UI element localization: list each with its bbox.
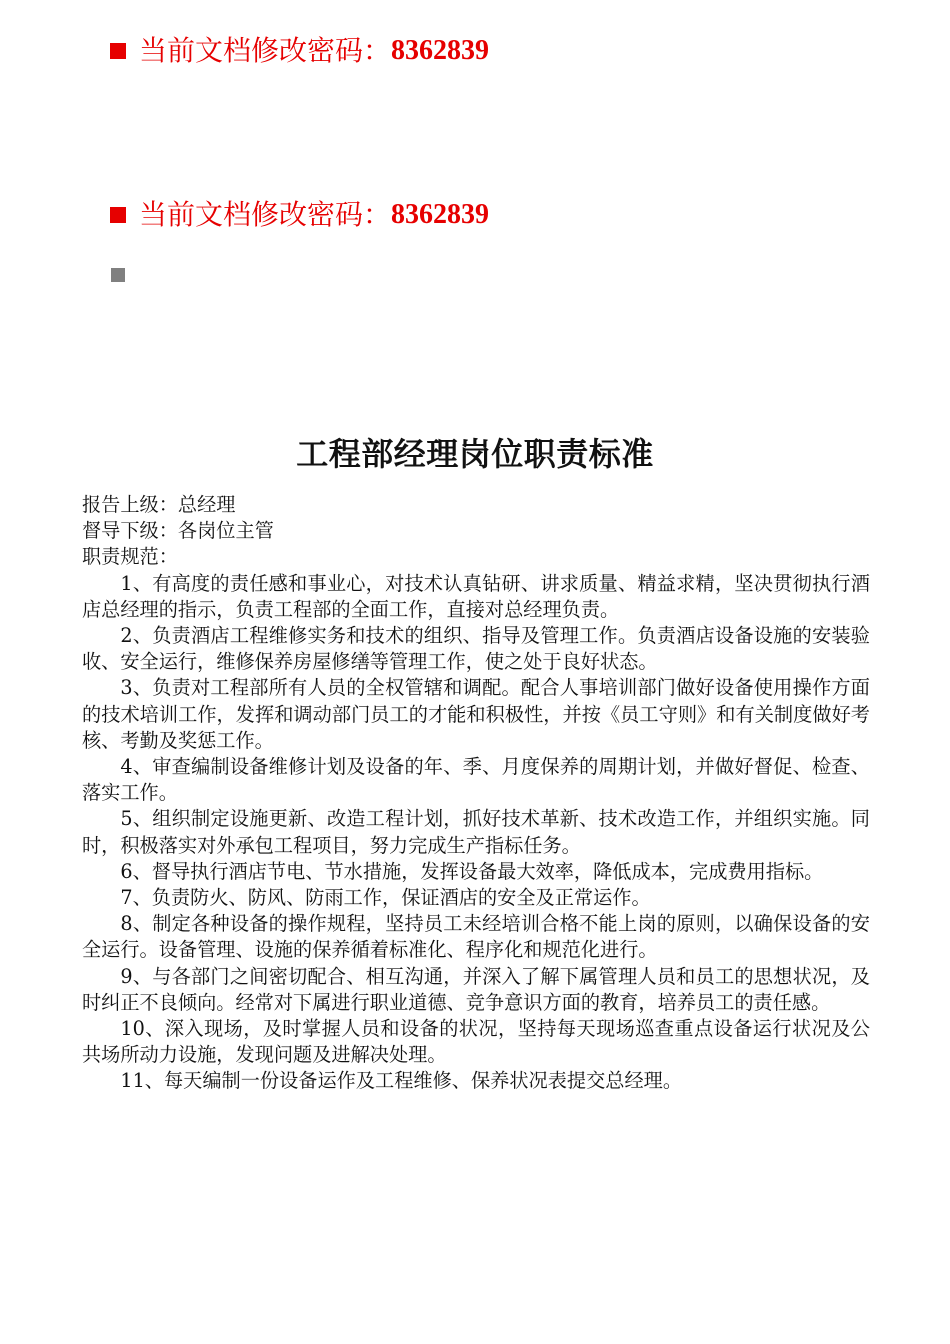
duty-item: 4、审查编制设备维修计划及设备的年、季、月度保养的周期计划，并做好督促、检查、落实工作。 — [82, 755, 870, 805]
password-notice-1 — [110, 34, 489, 68]
duty-item: 8、制定各种设备的操作规程，坚持员工未经培训合格不能上岗的原则，以确保设备的安全运行。设备管理、设施的保养循着标准化、程序化和规范化进行。 — [82, 912, 870, 962]
duties-list — [82, 571, 870, 1095]
duties-heading: 职责规范： — [82, 545, 178, 569]
duty-item: 11、每天编制一份设备运作及工程维修、保养状况表提交总经理。 — [120, 1069, 683, 1093]
duty-item: 6、督导执行酒店节电、节水措施，发挥设备最大效率，降低成本，完成费用指标。 — [120, 859, 824, 883]
duty-item: 7、负责防火、防风、防雨工作，保证酒店的安全及正常运作。 — [120, 886, 651, 910]
report-to-line: 报告上级：总经理 — [82, 493, 236, 516]
red-square-bullet-icon — [110, 207, 126, 223]
duty-item: 1、有高度的责任感和事业心，对技术认真钻研、讲求质量、精益求精，坚决贯彻执行酒店总经理的指示，负责工程部的全面工作，直接对总经理负责。 — [82, 571, 870, 621]
grey-square-bullet-icon — [111, 268, 125, 282]
password-code: 8362839 — [391, 35, 490, 66]
duty-item: 9、与各部门之间密切配合、相互沟通，并深入了解下属管理人员和员工的思想状况，及时纠正不良倾向。经常对下属进行职业道德、竞争意识方面的教育，培养员工的责任感。 — [82, 964, 870, 1014]
document-title: 工程部经理岗位职责标准 — [296, 435, 654, 473]
password-notice-label: 当前文档修改密码： — [139, 198, 392, 231]
supervise-line: 督导下级：各岗位主管 — [82, 519, 274, 543]
password-code: 8362839 — [391, 199, 490, 230]
duty-item: 10、深入现场，及时掌握人员和设备的状况，坚持每天现场巡查重点设备运行状况及公共场所动力设施，发现问题及进解决处理。 — [82, 1017, 870, 1067]
duty-item: 2、负责酒店工程维修实务和技术的组织、指导及管理工作。负责酒店设备设施的安装验收、安全运行，维修保养房屋修缮等管理工作，使之处于良好状态。 — [82, 624, 870, 674]
duty-item: 5、组织制定设施更新、改造工程计划，抓好技术革新、技术改造工作，并组织实施。同时，积极落实对外承包工程项目，努力完成生产指标任务。 — [82, 807, 870, 857]
red-square-bullet-icon — [110, 43, 126, 59]
duty-item: 3、负责对工程部所有人员的全权管辖和调配。配合人事培训部门做好设备使用操作方面的技术培训工作，发挥和调动部门员工的才能和积极性，并按《员工守则》和有关制度做好考核、考勤及奖惩工作。 — [82, 676, 870, 752]
password-notice-label: 当前文档修改密码： — [139, 34, 392, 67]
password-notice-2 — [110, 198, 489, 232]
document-body — [82, 492, 870, 1095]
